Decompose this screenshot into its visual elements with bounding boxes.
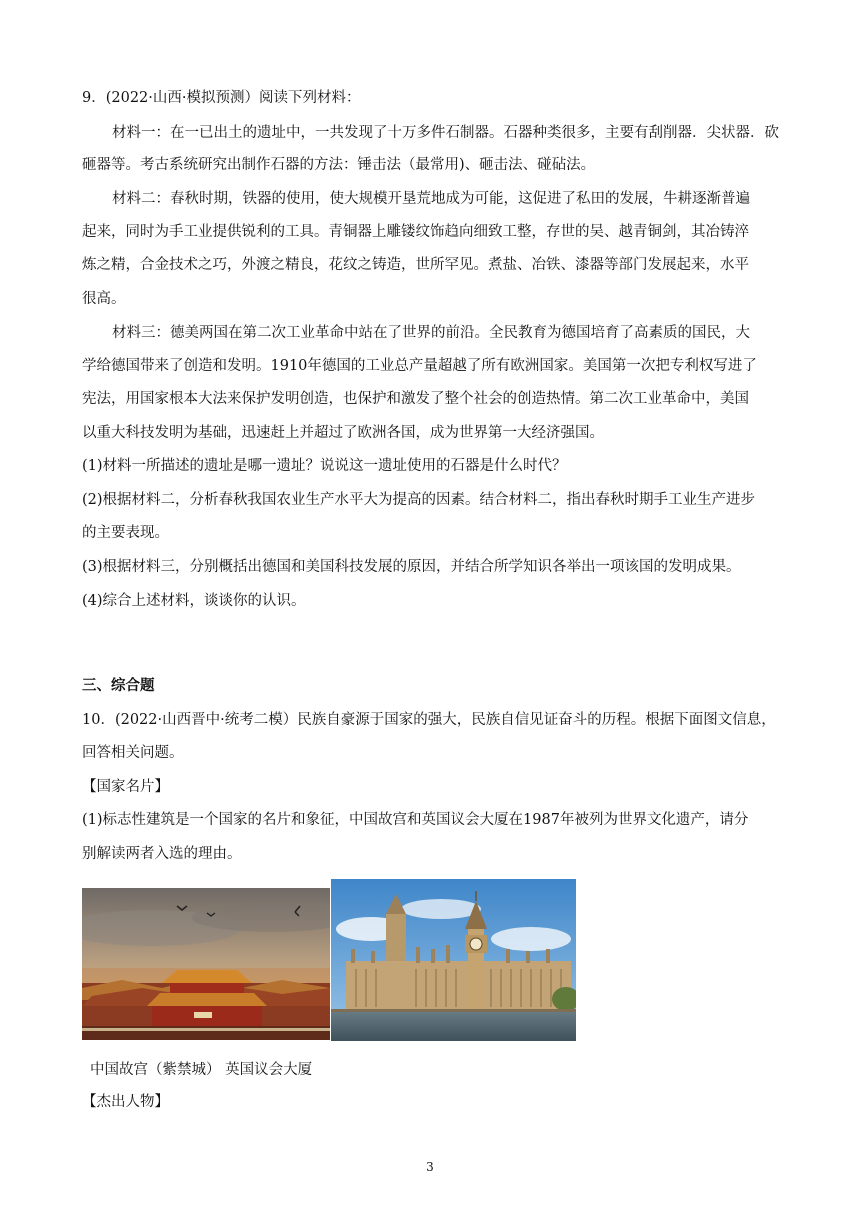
heading-national-card: 【国家名片】 <box>82 779 169 795</box>
q10-intro-line1: 10．(2022·山西晋中·统考二模）民族自豪源于国家的强大，民族自信见证奋斗的历程。根据下面图文信息， <box>82 712 776 728</box>
q9-subquestion-2-line2: 的主要表现。 <box>82 525 169 541</box>
material2-line3: 炼之精，合金技术之巧，外渡之精良，花纹之铸造，世所罕见。煮盐、冶铁、漆器等部门发展起来，水平 <box>82 257 749 273</box>
q10-subquestion-1-line2: 别解读两者入选的理由。 <box>82 846 242 862</box>
material3-line4: 以重大科技发明为基础，迅速赶上并超过了欧洲各国，成为世界第一大经济强国。 <box>82 425 604 441</box>
q9-title: 9．(2022·山西·模拟预测）阅读下列材料： <box>82 90 361 106</box>
heading-outstanding-figures: 【杰出人物】 <box>82 1094 169 1110</box>
q9-subquestion-3: (3)根据材料三，分别概括出德国和美国科技发展的原因，并结合所学知识各举出一项该国的发明成果。 <box>82 559 741 575</box>
section-title: 三、综合题 <box>82 677 155 694</box>
material1-line2: 砸器等。考古系统研究出制作石器的方法：锤击法（最常用)、砸击法、碰砧法。 <box>82 157 596 173</box>
q9-subquestion-2-line1: (2)根据材料二，分析春秋我国农业生产水平大为提高的因素。结合材料二，指出春秋时期手工业生产进步 <box>82 492 756 508</box>
houses-of-parliament-photo <box>331 879 576 1041</box>
material3-line3: 宪法，用国家根本大法来保护发明创造，也保护和激发了整个社会的创造热情。第二次工业革命中，美国 <box>82 391 749 407</box>
q9-subquestion-1: (1)材料一所描述的遗址是哪一遗址？说说这一遗址使用的石器是什么时代？ <box>82 458 567 474</box>
page-number: 3 <box>426 1160 434 1174</box>
photo-caption: 中国故宫（紫禁城） 英国议会大厦 <box>90 1062 313 1078</box>
material2-line4: 很高。 <box>82 291 126 307</box>
forbidden-city-photo <box>82 888 330 1040</box>
material1-line1: 材料一：在一已出土的遗址中，一共发现了十万多件石制器。石器种类很多，主要有刮削器．尖状器．砍 <box>112 125 779 141</box>
material3-line2: 学给德国带来了创造和发明。1910年德国的工业总产量超越了所有欧洲国家。美国第一次把专利权写进了 <box>82 358 757 374</box>
material3-line1: 材料三：德美两国在第二次工业革命中站在了世界的前沿。全民教育为德国培育了高素质的国民，大 <box>112 325 750 341</box>
q9-subquestion-4: (4)综合上述材料，谈谈你的认识。 <box>82 593 306 609</box>
material2-line2: 起来，同时为手工业提供锐利的工具。青铜器上雕镂纹饰趋向细致工整，存世的吴、越青铜剑，其冶铸淬 <box>82 224 749 240</box>
q10-intro-line2: 回答相关问题。 <box>82 745 184 761</box>
material2-line1: 材料二：春秋时期，铁器的使用，使大规模开垦荒地成为可能，这促进了私田的发展，牛耕逐渐普遍 <box>112 191 750 207</box>
q10-subquestion-1-line1: (1)标志性建筑是一个国家的名片和象征，中国故宫和英国议会大厦在1987年被列为世界文化遗产，请分 <box>82 812 749 828</box>
